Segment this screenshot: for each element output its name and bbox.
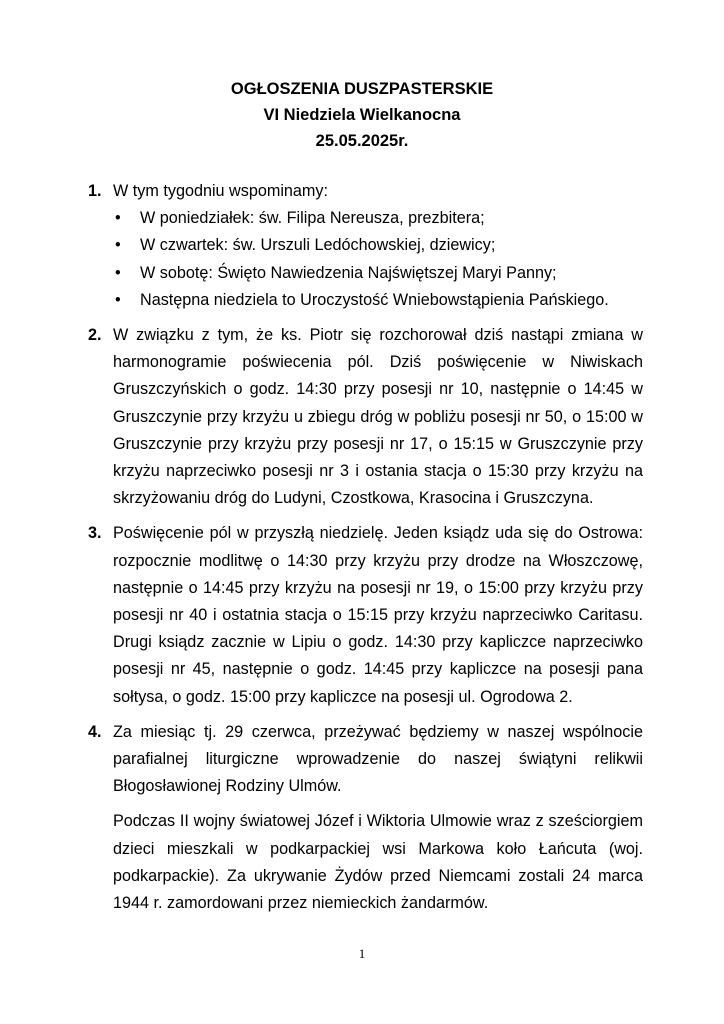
list-item	[113, 232, 643, 259]
document-date: 25.05.2025r.	[315, 132, 409, 150]
announcement-4	[88, 719, 643, 917]
page-number: 1	[358, 946, 366, 961]
announcement-number: 3.	[88, 524, 102, 543]
list-item-text: W sobotę: Święto Nawiedzenia Najświętszej Maryi Panny;	[140, 263, 557, 282]
announcements-list	[88, 178, 643, 917]
announcement-3	[88, 520, 643, 710]
announcement-number: 2.	[88, 326, 102, 345]
document-subtitle: VI Niedziela Wielkanocna	[263, 106, 461, 124]
list-item	[113, 287, 643, 314]
bullet-icon: •	[115, 263, 121, 282]
announcement-2	[88, 322, 643, 512]
announcement-intro: W tym tygodniu wspominamy:	[113, 182, 328, 200]
announcement-text-continued: Podczas II wojny światowej Józef i Wiktoria Ulmowie wraz z sześciorgiem dzieci mieszkali w podkarpackiej wsi Markowa koło Łańcuta (woj. podkarpackie). Za ukrywanie Żydów przed Niemcami zostali 24 marca 1944 r. zamordowani przez niemieckich żandarmów.	[113, 812, 643, 913]
list-item-text: W czwartek: św. Urszuli Ledóchowskiej, dziewicy;	[140, 236, 496, 255]
bullet-icon: •	[115, 209, 121, 228]
list-item-text: W poniedziałek: św. Filipa Nereusza, prezbitera;	[140, 209, 485, 228]
announcement-number: 1.	[88, 182, 102, 200]
announcement-text: Za miesiąc tj. 29 czerwca, przeżywać będziemy w naszej wspólnocie parafialnej liturgiczne wprowadzenie do naszej świątyni relikwii Błogosławionej Rodziny Ulmów.	[113, 722, 643, 796]
commemoration-list	[113, 205, 643, 314]
bullet-icon: •	[115, 236, 121, 255]
document-header	[0, 76, 724, 154]
announcement-text: Poświęcenie pól w przyszłą niedzielę. Jeden ksiądz uda się do Ostrowa: rozpocznie modlitwę o 14:30 przy krzyżu przy drodze na Włoszczowę, następnie o 14:45 przy krzyżu na posesji nr 19, o 15:00 przy krzyżu przy posesji nr 40 i ostatnia stacja o 15:15 przy krzyżu naprzeciwko Caritasu. Drugi ksiądz zacznie w Lipiu o godz. 14:30 przy kapliczce naprzeciwko posesji nr 45, następnie o godz. 14:45 przy kapliczce na posesji pana sołtysa, o godz. 15:00 przy kapliczce na posesji ul. Ogrodowa 2.	[113, 524, 643, 706]
announcement-text: W związku z tym, że ks. Piotr się rozchorował dziś nastąpi zmiana w harmonogramie poświecenia pól. Dziś poświęcenie w Niwiskach Gruszczyńskich o godz. 14:30 przy posesji nr 10, następnie o 14:45 w Gruszczynie przy krzyżu u zbiegu dróg w pobliżu posesji nr 50, o 15:00 w Gruszczynie przy krzyżu przy posesji nr 17, o 15:15 w Gruszczynie przy krzyżu naprzeciwko posesji nr 3 i ostania stacja o 15:30 przy krzyżu na skrzyżowaniu dróg do Ludyni, Czostkowa, Krasocina i Gruszczyna.	[113, 326, 643, 508]
announcement-1	[88, 178, 643, 314]
list-item	[113, 260, 643, 287]
bullet-icon: •	[115, 290, 121, 309]
list-item-text: Następna niedziela to Uroczystość Wniebowstąpienia Pańskiego.	[140, 290, 609, 309]
document-title: OGŁOSZENIA DUSZPASTERSKIE	[230, 80, 494, 98]
announcement-number: 4.	[88, 722, 102, 741]
list-item	[113, 205, 643, 232]
